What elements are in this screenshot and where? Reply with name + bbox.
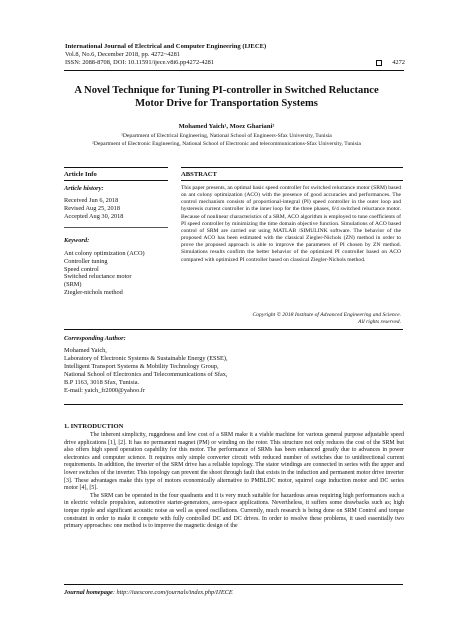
corresponding-top-rule xyxy=(64,329,403,330)
history-heading: Article history: xyxy=(64,185,104,192)
paper-authors: Mohamed Yaich¹, Moez Ghariani² xyxy=(178,123,275,130)
corresponding-address xyxy=(64,347,228,395)
header-rule xyxy=(64,70,404,71)
keyword-item: Switched reluctance motor xyxy=(64,273,132,281)
copyright-notice xyxy=(253,312,401,326)
introduction-paragraph-1: The inherent simplicity, ruggedness and low cost of a SRM make it a viable machine for various general purpose adjustable speed drive applications [1], [2]. It has no permanent magnet (PM) or winding on the rotor. This structure not only reduces the cost of the SRM but also offers high speed operation capability for this motor. The performance of SRMs has been enhanced greatly due to advances in power electronics and computer science. It requires only simple converter circuit with reduced number of switches due to unidirectional current requirements. In addition, the inverter of the SRM drive has a reliable topology. The stator windings are connected in series with the upper and lower switches of the inverter. This topology can prevent the shoot through fault that exists in the induction and permanent motor drive inverter [3]. These advantages make this type of motors economically alternative to PMBLDC motor, squirrel cage induction motor and DC series motor [4], [5]. xyxy=(64,432,404,492)
history-accepted: Accepted Aug 30, 2018 xyxy=(64,212,124,220)
keyword-item: Ant colony optimization (ACO) xyxy=(64,250,145,257)
affiliation-2: ²Department of Electronic Engineering, National School of Electronic and telecommunications-Sfax University, Tunisia xyxy=(92,141,361,147)
corresponding-line: Intelligent Transport Systems & Mobility Technology Group, xyxy=(64,363,219,370)
homepage-label: Journal homepage xyxy=(64,589,113,596)
corresponding-line: Mohamed Yaich, xyxy=(64,347,107,354)
keyword-heading: Keyword: xyxy=(64,237,90,244)
keyword-separator xyxy=(64,227,168,228)
article-info-heading: Article Info xyxy=(64,171,97,178)
journal-issn: ISSN: 2088-8708, DOI: 10.11591/ijece.v8i6.pp4272-4281 xyxy=(65,59,215,67)
abstract-mid-rule xyxy=(181,180,403,181)
corresponding-line: Laboratory of Electronic Systems & Sustainable Energy (ESSE), xyxy=(64,355,228,362)
abstract-text: This paper presents, an optimal basic speed controller for switched reluctance motor (SRM) based on ant colony optimization (ACO) with the presence of good accuracies and performances. The control mechanism consists of proportional-integral (PI) speed controller in the outer loop and hysteresis current controller in the inner loop for the three phases, 6/4 switched reluctance motor. Because of nonlinear characteristics of a SRM, ACO algorithm is employed to tune coefficients of PI speed controller by minimizing the time domain objective function. Simulations of ACO based control of SRM are carried out using MATLAB /SIMULINK software. The behavior of the proposed ACO has been estimated with the classical Ziegler-Nichols (ZN) method in order to prove the proposed approach is able to improve the parameters of PI chosen by ZN method. Simulations results confirm the better behavior of the optimized PI controller based on ACO compared with optimized PI controller based on classical Ziegler-Nichols method. xyxy=(181,185,402,263)
paper-title: A Novel Technique for Tuning PI-controller in Switched Reluctance Motor Drive for Transportation Systems xyxy=(74,85,379,109)
copyright-line-2: All rights reserved. xyxy=(358,319,401,326)
keyword-item: Ziegler-nichols method xyxy=(64,288,123,296)
introduction-body xyxy=(64,432,404,531)
abstract-top-rule xyxy=(181,167,403,168)
corresponding-bottom-rule xyxy=(64,404,403,405)
abstract-heading: ABSTRACT xyxy=(181,171,217,178)
keyword-item: Speed control xyxy=(64,265,99,273)
journal-header xyxy=(65,43,405,68)
copyright-line-1: Copyright © 2018 Institute of Advanced Engineering and Science. xyxy=(252,312,401,318)
history-received: Received Jun 6, 2018 xyxy=(64,197,119,204)
history-list xyxy=(64,197,123,220)
keyword-item: Controller tuning xyxy=(64,257,108,265)
page-number-block xyxy=(376,59,405,66)
keyword-item: (SRM) xyxy=(64,281,82,289)
corresponding-line: B.P 1163, 3018 Sfax, Tunisia. xyxy=(64,379,140,386)
introduction-heading: 1. INTRODUCTION xyxy=(64,423,124,430)
introduction-paragraph-2: The SRM can be operated in the four quadrants and it is very much suitable for hazardous areas requiring high performances such a in electric vehicle propulsion, automotive starter-generators, aero-space applications. Nevertheless, it suffers some drawbacks such as; high torque ripple and significant acoustic noise as well as speed oscillations. Currently, much research is being done on SRM Control and torque constraint in order to make it compete with fully controlled DC and DC drives. In order to resolve these problems, it used essentially two primary approaches: one method is to improve the magnetic design of the xyxy=(64,492,404,530)
footer-rule xyxy=(64,584,403,585)
checkbox-square-icon xyxy=(376,60,382,66)
corresponding-email: E-mail: yaich_fr2000@yahoo.fr xyxy=(64,387,145,394)
homepage-url: : http://iaescore.com/journals/index.php/IJECE xyxy=(112,589,233,596)
article-info-top-rule xyxy=(64,167,168,168)
history-revised: Revised Aug 25, 2018 xyxy=(64,204,120,212)
page-number: 4272 xyxy=(392,59,405,66)
corresponding-line: National School of Electronics and Telecommunications of Sfax, xyxy=(64,371,228,378)
keyword-list xyxy=(64,250,145,297)
journal-name: International Journal of Electrical and Computer Engineering (IJECE) xyxy=(65,43,267,50)
journal-homepage xyxy=(64,589,233,596)
article-info-mid-rule xyxy=(64,180,168,181)
affiliation-1: ¹Department of Electrical Engineering, National School of Engineers-Sfax University, Tunisia xyxy=(121,133,332,139)
corresponding-heading: Corresponding Author: xyxy=(64,335,126,342)
journal-volume: Vol.8, No.6, December 2018, pp. 4272~4281 xyxy=(65,51,180,59)
